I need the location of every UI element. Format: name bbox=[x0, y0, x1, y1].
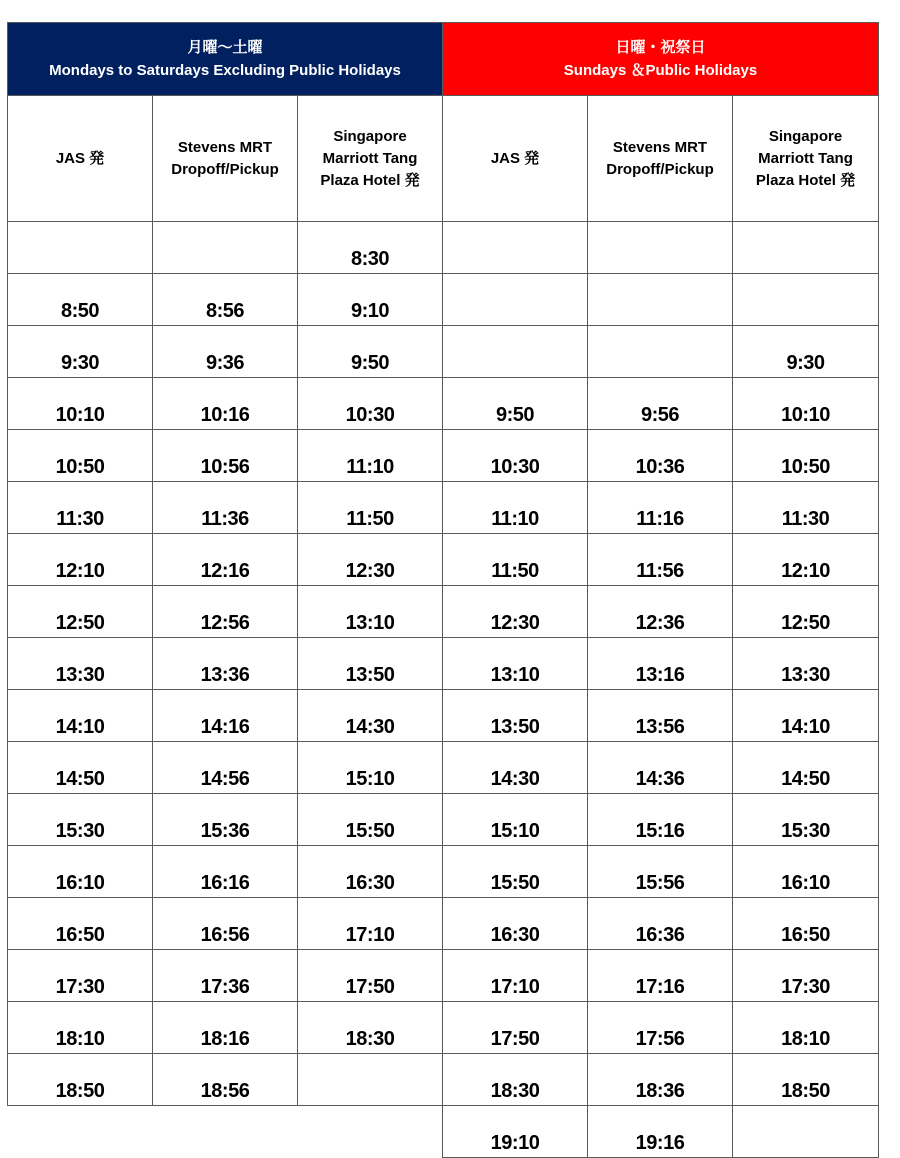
table-row bbox=[8, 430, 879, 482]
time-cell-holiday-stevens: 15:16 bbox=[588, 794, 733, 846]
time-cell-holiday-jas: 14:30 bbox=[443, 742, 588, 794]
time-cell-weekday-jas: 12:10 bbox=[8, 534, 153, 586]
time-cell-holiday-jas bbox=[443, 326, 588, 378]
time-cell-weekday-marriott: 10:30 bbox=[298, 378, 443, 430]
time-cell-weekday-jas bbox=[8, 222, 153, 274]
time-cell-holiday-stevens: 19:16 bbox=[588, 1106, 733, 1158]
time-cell-weekday-jas: 8:50 bbox=[8, 274, 153, 326]
time-cell-weekday-marriott: 17:10 bbox=[298, 898, 443, 950]
time-cell-weekday-marriott: 9:50 bbox=[298, 326, 443, 378]
time-cell-holiday-stevens: 10:36 bbox=[588, 430, 733, 482]
empty-cell bbox=[298, 1106, 443, 1158]
column-header-row bbox=[8, 96, 879, 222]
timetable-body bbox=[8, 222, 879, 1158]
time-cell-holiday-stevens: 17:16 bbox=[588, 950, 733, 1002]
time-cell-weekday-marriott: 8:30 bbox=[298, 222, 443, 274]
table-row bbox=[8, 898, 879, 950]
time-cell-holiday-marriott: 9:30 bbox=[733, 326, 879, 378]
time-cell-weekday-marriott: 18:30 bbox=[298, 1002, 443, 1054]
time-cell-holiday-stevens: 14:36 bbox=[588, 742, 733, 794]
table-row bbox=[8, 534, 879, 586]
time-cell-holiday-stevens: 18:36 bbox=[588, 1054, 733, 1106]
holiday-section-header bbox=[443, 23, 879, 96]
time-cell-holiday-marriott: 15:30 bbox=[733, 794, 879, 846]
time-cell-holiday-marriott: 17:30 bbox=[733, 950, 879, 1002]
time-cell-weekday-marriott: 16:30 bbox=[298, 846, 443, 898]
time-cell-holiday-stevens bbox=[588, 326, 733, 378]
time-cell-weekday-stevens: 12:56 bbox=[153, 586, 298, 638]
time-cell-holiday-marriott: 18:50 bbox=[733, 1054, 879, 1106]
time-cell-holiday-stevens: 15:56 bbox=[588, 846, 733, 898]
time-cell-holiday-stevens: 11:16 bbox=[588, 482, 733, 534]
holiday-col-jas: JAS 発 bbox=[443, 96, 588, 222]
time-cell-holiday-stevens bbox=[588, 222, 733, 274]
time-cell-holiday-jas bbox=[443, 274, 588, 326]
time-cell-holiday-marriott: 16:10 bbox=[733, 846, 879, 898]
weekday-col-jas: JAS 発 bbox=[8, 96, 153, 222]
time-cell-holiday-marriott: 10:10 bbox=[733, 378, 879, 430]
table-row bbox=[8, 638, 879, 690]
time-cell-holiday-marriott bbox=[733, 274, 879, 326]
time-cell-weekday-jas: 14:50 bbox=[8, 742, 153, 794]
time-cell-weekday-jas: 14:10 bbox=[8, 690, 153, 742]
time-cell-weekday-stevens: 15:36 bbox=[153, 794, 298, 846]
time-cell-holiday-jas: 11:10 bbox=[443, 482, 588, 534]
table-row bbox=[8, 326, 879, 378]
time-cell-weekday-jas: 18:10 bbox=[8, 1002, 153, 1054]
time-cell-weekday-marriott: 12:30 bbox=[298, 534, 443, 586]
time-cell-weekday-marriott: 15:50 bbox=[298, 794, 443, 846]
time-cell-holiday-stevens: 11:56 bbox=[588, 534, 733, 586]
time-cell-holiday-marriott: 13:30 bbox=[733, 638, 879, 690]
time-cell-holiday-marriott: 14:10 bbox=[733, 690, 879, 742]
time-cell-weekday-jas: 15:30 bbox=[8, 794, 153, 846]
time-cell-weekday-jas: 18:50 bbox=[8, 1054, 153, 1106]
table-row bbox=[8, 222, 879, 274]
time-cell-holiday-jas: 10:30 bbox=[443, 430, 588, 482]
table-row bbox=[8, 274, 879, 326]
time-cell-holiday-marriott: 11:30 bbox=[733, 482, 879, 534]
time-cell-holiday-jas: 13:10 bbox=[443, 638, 588, 690]
time-cell-weekday-jas: 16:50 bbox=[8, 898, 153, 950]
empty-cell bbox=[153, 1106, 298, 1158]
time-cell-weekday-jas: 10:10 bbox=[8, 378, 153, 430]
time-cell-holiday-jas: 12:30 bbox=[443, 586, 588, 638]
time-cell-holiday-marriott: 14:50 bbox=[733, 742, 879, 794]
time-cell-weekday-stevens: 14:56 bbox=[153, 742, 298, 794]
weekday-col-stevens: Stevens MRT Dropoff/Pickup bbox=[153, 96, 298, 222]
time-cell-weekday-marriott: 17:50 bbox=[298, 950, 443, 1002]
time-cell-holiday-jas: 15:10 bbox=[443, 794, 588, 846]
section-header-row bbox=[8, 23, 879, 96]
time-cell-weekday-stevens: 9:36 bbox=[153, 326, 298, 378]
time-cell-holiday-jas: 17:50 bbox=[443, 1002, 588, 1054]
time-cell-weekday-stevens: 13:36 bbox=[153, 638, 298, 690]
holiday-col-marriott: Singapore Marriott Tang Plaza Hotel 発 bbox=[733, 96, 879, 222]
empty-cell bbox=[8, 1106, 153, 1158]
table-row bbox=[8, 690, 879, 742]
time-cell-weekday-stevens: 12:16 bbox=[153, 534, 298, 586]
time-cell-weekday-stevens: 14:16 bbox=[153, 690, 298, 742]
time-cell-holiday-jas: 18:30 bbox=[443, 1054, 588, 1106]
time-cell-weekday-stevens: 18:16 bbox=[153, 1002, 298, 1054]
time-cell-weekday-marriott: 13:10 bbox=[298, 586, 443, 638]
time-cell-weekday-stevens: 18:56 bbox=[153, 1054, 298, 1106]
time-cell-holiday-marriott bbox=[733, 1106, 879, 1158]
time-cell-weekday-marriott: 14:30 bbox=[298, 690, 443, 742]
time-cell-holiday-jas: 19:10 bbox=[443, 1106, 588, 1158]
time-cell-weekday-marriott: 11:50 bbox=[298, 482, 443, 534]
time-cell-weekday-stevens: 17:36 bbox=[153, 950, 298, 1002]
table-row bbox=[8, 794, 879, 846]
time-cell-holiday-stevens: 12:36 bbox=[588, 586, 733, 638]
weekday-title-en: Mondays to Saturdays Excluding Public Holidays bbox=[49, 62, 401, 79]
time-cell-holiday-stevens: 17:56 bbox=[588, 1002, 733, 1054]
time-cell-holiday-jas: 17:10 bbox=[443, 950, 588, 1002]
time-cell-holiday-marriott: 18:10 bbox=[733, 1002, 879, 1054]
holiday-title-en: Sundays ＆Public Holidays bbox=[563, 62, 758, 79]
time-cell-holiday-jas: 13:50 bbox=[443, 690, 588, 742]
holiday-col-stevens: Stevens MRT Dropoff/Pickup bbox=[588, 96, 733, 222]
time-cell-holiday-stevens bbox=[588, 274, 733, 326]
time-cell-weekday-jas: 10:50 bbox=[8, 430, 153, 482]
weekday-title-jp: 月曜〜土曜 bbox=[187, 39, 263, 56]
table-row bbox=[8, 482, 879, 534]
time-cell-holiday-marriott: 16:50 bbox=[733, 898, 879, 950]
time-cell-holiday-jas: 11:50 bbox=[443, 534, 588, 586]
time-cell-holiday-jas bbox=[443, 222, 588, 274]
time-cell-holiday-jas: 16:30 bbox=[443, 898, 588, 950]
table-row bbox=[8, 586, 879, 638]
time-cell-holiday-marriott bbox=[733, 222, 879, 274]
weekday-section-header bbox=[8, 23, 443, 96]
time-cell-holiday-jas: 9:50 bbox=[443, 378, 588, 430]
time-cell-weekday-jas: 11:30 bbox=[8, 482, 153, 534]
time-cell-holiday-jas: 15:50 bbox=[443, 846, 588, 898]
time-cell-weekday-marriott: 13:50 bbox=[298, 638, 443, 690]
time-cell-holiday-marriott: 12:10 bbox=[733, 534, 879, 586]
time-cell-holiday-marriott: 12:50 bbox=[733, 586, 879, 638]
weekday-col-marriott: Singapore Marriott Tang Plaza Hotel 発 bbox=[298, 96, 443, 222]
time-cell-weekday-jas: 17:30 bbox=[8, 950, 153, 1002]
time-cell-weekday-stevens: 8:56 bbox=[153, 274, 298, 326]
time-cell-weekday-stevens: 11:36 bbox=[153, 482, 298, 534]
time-cell-holiday-stevens: 9:56 bbox=[588, 378, 733, 430]
time-cell-holiday-stevens: 13:16 bbox=[588, 638, 733, 690]
time-cell-holiday-stevens: 13:56 bbox=[588, 690, 733, 742]
table-row bbox=[8, 378, 879, 430]
table-row bbox=[8, 1054, 879, 1106]
time-cell-weekday-stevens bbox=[153, 222, 298, 274]
time-cell-weekday-jas: 12:50 bbox=[8, 586, 153, 638]
time-cell-weekday-marriott: 11:10 bbox=[298, 430, 443, 482]
time-cell-weekday-stevens: 16:56 bbox=[153, 898, 298, 950]
table-row-holiday-extra bbox=[8, 1106, 879, 1158]
time-cell-holiday-marriott: 10:50 bbox=[733, 430, 879, 482]
shuttle-timetable bbox=[7, 22, 879, 1158]
table-row bbox=[8, 742, 879, 794]
time-cell-weekday-marriott: 9:10 bbox=[298, 274, 443, 326]
table-row bbox=[8, 1002, 879, 1054]
time-cell-weekday-marriott bbox=[298, 1054, 443, 1106]
time-cell-weekday-marriott: 15:10 bbox=[298, 742, 443, 794]
time-cell-weekday-stevens: 10:16 bbox=[153, 378, 298, 430]
time-cell-weekday-jas: 13:30 bbox=[8, 638, 153, 690]
table-row bbox=[8, 846, 879, 898]
time-cell-weekday-stevens: 10:56 bbox=[153, 430, 298, 482]
holiday-title-jp: 日曜・祝祭日 bbox=[615, 39, 706, 56]
table-row bbox=[8, 950, 879, 1002]
time-cell-weekday-stevens: 16:16 bbox=[153, 846, 298, 898]
time-cell-weekday-jas: 9:30 bbox=[8, 326, 153, 378]
time-cell-weekday-jas: 16:10 bbox=[8, 846, 153, 898]
time-cell-holiday-stevens: 16:36 bbox=[588, 898, 733, 950]
